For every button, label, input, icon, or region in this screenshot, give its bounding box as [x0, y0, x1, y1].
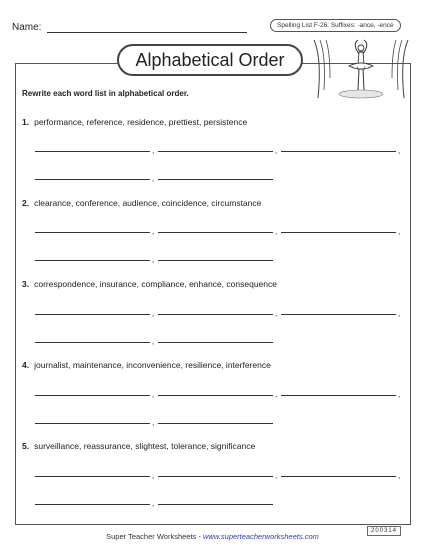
answer-blank[interactable] — [158, 504, 273, 505]
question-number: 4. — [22, 360, 30, 370]
name-input-line[interactable] — [47, 24, 247, 33]
answer-row: , — [35, 251, 400, 261]
answer-row: , — [35, 414, 400, 424]
question-words: correspondence, insurance, compliance, enhance, consequence — [34, 279, 277, 289]
footer-site-name: Super Teacher Worksheets - — [106, 532, 203, 541]
answer-blank[interactable] — [35, 179, 150, 180]
answer-blank[interactable] — [158, 260, 273, 261]
answer-blank[interactable] — [35, 151, 150, 152]
worksheet-code: 200314 — [367, 526, 401, 536]
question-words: journalist, maintenance, inconvenience, resilience, interference — [34, 360, 271, 370]
answer-blank[interactable] — [35, 476, 150, 477]
answer-blank[interactable] — [281, 314, 396, 315]
answer-row: , — [35, 333, 400, 343]
question-4 — [22, 360, 271, 370]
ballerina-on-stage-icon — [312, 38, 410, 100]
worksheet-box — [15, 63, 411, 525]
answer-blank[interactable] — [35, 260, 150, 261]
answer-row: , , , — [35, 467, 400, 477]
question-2 — [22, 198, 261, 208]
answer-blank[interactable] — [158, 314, 273, 315]
answer-blank[interactable] — [35, 232, 150, 233]
answer-blank[interactable] — [35, 395, 150, 396]
question-number: 1. — [22, 117, 30, 127]
footer-url-link[interactable]: www.superteacherworksheets.com — [202, 532, 319, 541]
answer-blank[interactable] — [158, 423, 273, 424]
question-words: clearance, conference, audience, coincidence, circumstance — [34, 198, 262, 208]
answer-blank[interactable] — [281, 232, 396, 233]
answer-row: , , , — [35, 142, 400, 152]
question-number: 2. — [22, 198, 30, 208]
answer-blank[interactable] — [35, 423, 150, 424]
answer-blank[interactable] — [158, 179, 273, 180]
name-label: Name: — [12, 22, 42, 33]
answer-row: , , , — [35, 223, 400, 233]
name-row — [12, 22, 247, 33]
question-words: surveillance, reassurance, slightest, tolerance, significance — [34, 441, 256, 451]
answer-blank[interactable] — [281, 151, 396, 152]
answer-blank[interactable] — [35, 314, 150, 315]
answer-row: , , , — [35, 305, 400, 315]
instructions: Rewrite each word list in alphabetical order. — [22, 89, 189, 98]
worksheet-title: Alphabetical Order — [117, 44, 303, 76]
answer-blank[interactable] — [158, 395, 273, 396]
spelling-list-tag: Spelling List F-26: Suffixes: -ance, -ence — [270, 19, 401, 32]
answer-blank[interactable] — [281, 395, 396, 396]
answer-row: , — [35, 170, 400, 180]
answer-blank[interactable] — [158, 232, 273, 233]
answer-blank[interactable] — [281, 476, 396, 477]
answer-blank[interactable] — [158, 151, 273, 152]
question-3 — [22, 279, 277, 289]
question-words: performance, reference, residence, prettiest, persistence — [34, 117, 248, 127]
question-5 — [22, 441, 255, 451]
answer-row: , , , — [35, 386, 400, 396]
question-1 — [22, 117, 247, 127]
question-number: 3. — [22, 279, 30, 289]
answer-blank[interactable] — [35, 504, 150, 505]
footer — [0, 532, 425, 541]
answer-row: , — [35, 495, 400, 505]
answer-blank[interactable] — [158, 342, 273, 343]
question-number: 5. — [22, 441, 30, 451]
answer-blank[interactable] — [158, 476, 273, 477]
answer-blank[interactable] — [35, 342, 150, 343]
